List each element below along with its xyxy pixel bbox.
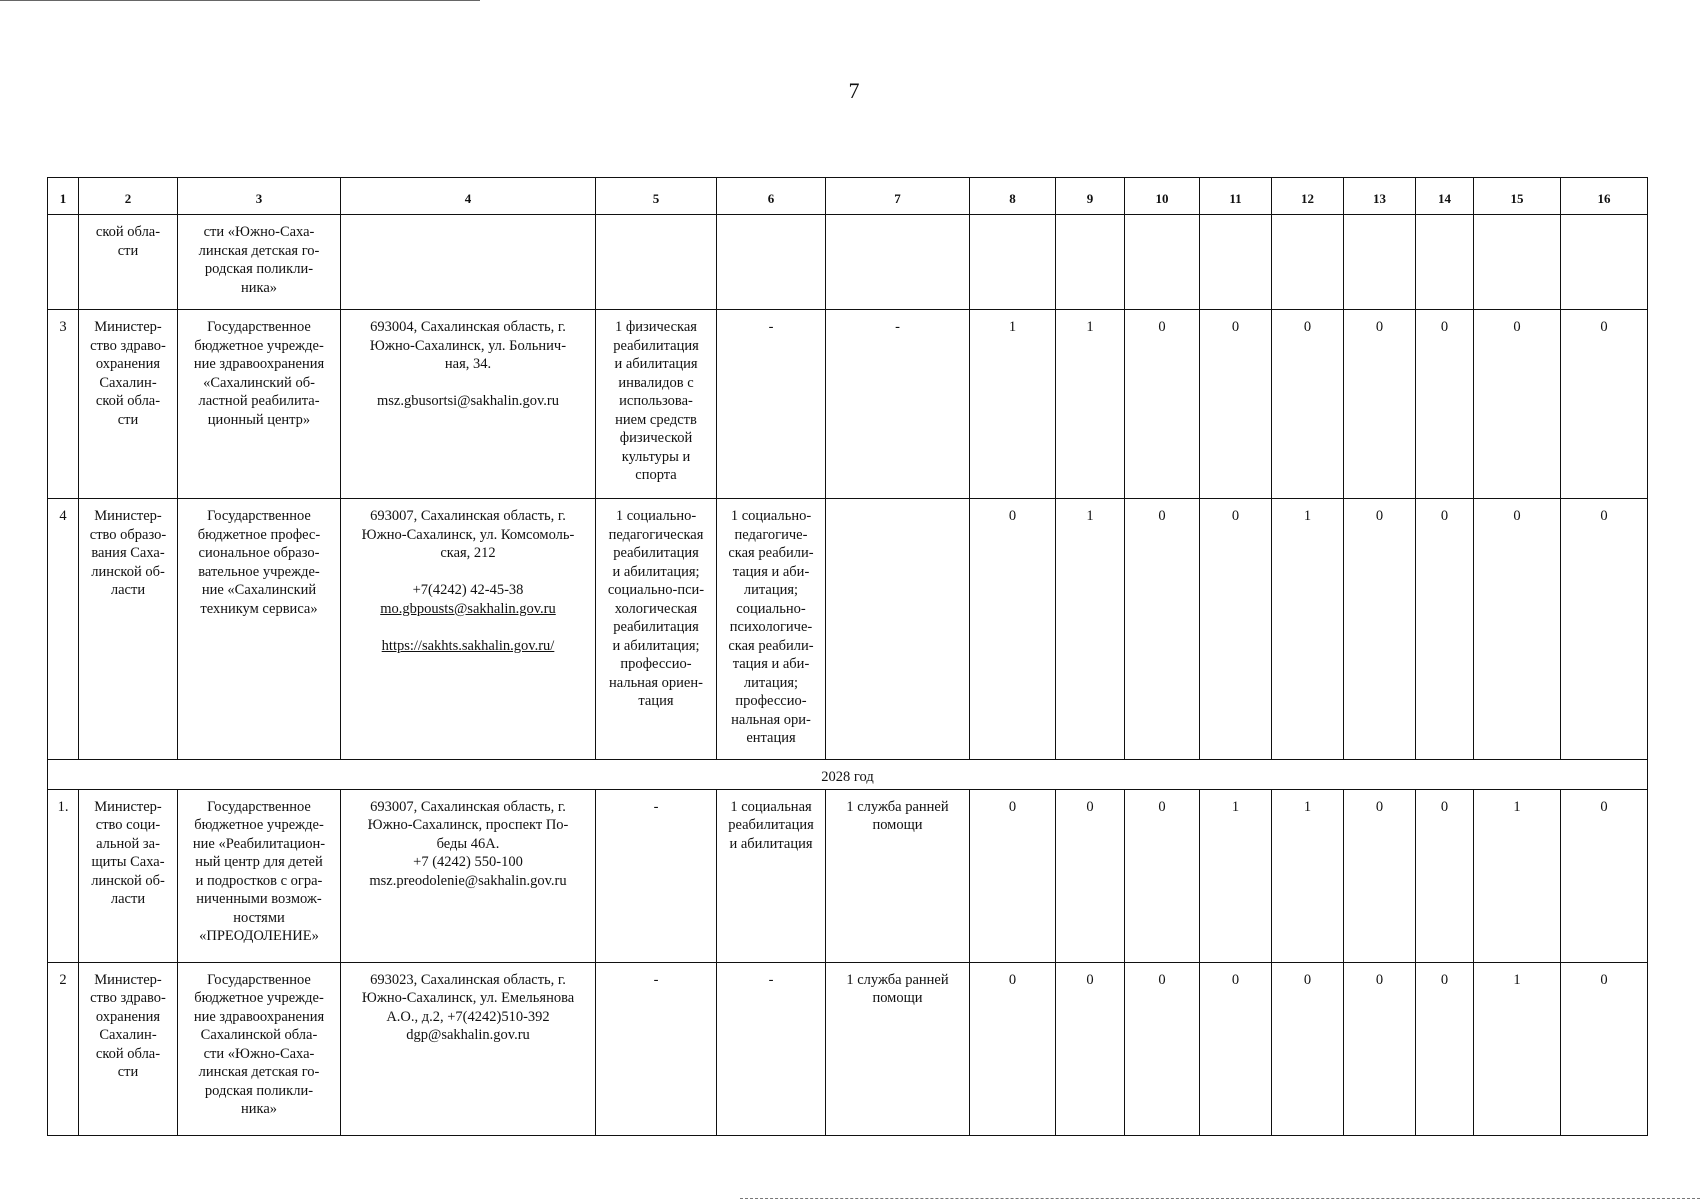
address-text: 693007, Сахалинская область, г. Южно-Сахалинск, ул. Комсомоль- ская, 212 +7(4242) 42-45-38 xyxy=(361,508,575,598)
num-cell: 1 xyxy=(1474,789,1561,962)
ministry-cell: Министер- ство здраво- охранения Сахалин- ской обла- сти xyxy=(79,310,178,499)
year-label: 2028 год xyxy=(48,760,1648,790)
top-edge-line xyxy=(0,0,480,1)
num-cell: 0 xyxy=(1125,962,1200,1135)
header-cell: 6 xyxy=(717,178,826,215)
num-cell: 0 xyxy=(1561,310,1648,499)
header-cell: 3 xyxy=(178,178,341,215)
num-cell: 1 xyxy=(1200,789,1272,962)
ministry-cell: ской обла- сти xyxy=(79,215,178,310)
service-cell: 1 служба ранней помощи xyxy=(826,962,970,1135)
year-section-row xyxy=(48,760,1648,790)
row-number: 3 xyxy=(48,310,79,499)
num-cell: 1 xyxy=(1272,499,1344,760)
header-cell: 16 xyxy=(1561,178,1648,215)
header-cell: 8 xyxy=(970,178,1056,215)
num-cell xyxy=(1272,215,1344,310)
num-cell: 0 xyxy=(1561,499,1648,760)
num-cell: 0 xyxy=(1561,962,1648,1135)
num-cell: 0 xyxy=(1416,962,1474,1135)
header-cell: 1 xyxy=(48,178,79,215)
service-cell: 1 социально- педагогическая реабилитация и абилитация; социально-пси- хологическая реабилитация и абилитация; профессио- нальная ориен- тация xyxy=(596,499,717,760)
page-number: 7 xyxy=(848,78,860,103)
table-row xyxy=(48,310,1648,499)
num-cell xyxy=(1056,215,1125,310)
data-table xyxy=(47,177,1648,1136)
num-cell: 1 xyxy=(1056,310,1125,499)
num-cell: 0 xyxy=(1416,310,1474,499)
num-cell xyxy=(1200,215,1272,310)
num-cell xyxy=(1416,215,1474,310)
num-cell: 0 xyxy=(1125,499,1200,760)
num-cell: 0 xyxy=(970,499,1056,760)
ministry-cell: Министер- ство образо- вания Саха- линской об- ласти xyxy=(79,499,178,760)
row-number xyxy=(48,215,79,310)
table-row xyxy=(48,499,1648,760)
num-cell: 0 xyxy=(1125,789,1200,962)
service-cell: 1 социальная реабилитация и абилитация xyxy=(717,789,826,962)
service-cell: - xyxy=(596,789,717,962)
service-cell xyxy=(826,499,970,760)
service-cell xyxy=(596,215,717,310)
num-cell: 0 xyxy=(1344,789,1416,962)
header-cell: 4 xyxy=(341,178,596,215)
header-cell: 5 xyxy=(596,178,717,215)
service-cell xyxy=(717,215,826,310)
table-row xyxy=(48,789,1648,962)
header-cell: 14 xyxy=(1416,178,1474,215)
institution-cell: сти «Южно-Саха- линская детская го- родская поликли- ника» xyxy=(178,215,341,310)
address-cell: 693004, Сахалинская область, г. Южно-Сахалинск, ул. Больнич- ная, 34. msz.gbusortsi@sakhalin.gov.ru xyxy=(341,310,596,499)
service-cell: - xyxy=(717,310,826,499)
num-cell: 0 xyxy=(1416,499,1474,760)
num-cell xyxy=(1344,215,1416,310)
num-cell: 0 xyxy=(1200,310,1272,499)
service-cell xyxy=(826,215,970,310)
row-number: 4 xyxy=(48,499,79,760)
ministry-cell: Министер- ство соци- альной за- щиты Саха- линской об- ласти xyxy=(79,789,178,962)
service-cell: - xyxy=(826,310,970,499)
address-cell xyxy=(341,215,596,310)
column-number-header-row xyxy=(48,178,1648,215)
num-cell: 0 xyxy=(1272,962,1344,1135)
num-cell: 0 xyxy=(1056,962,1125,1135)
num-cell: 0 xyxy=(1474,499,1561,760)
header-cell: 13 xyxy=(1344,178,1416,215)
email-link[interactable]: mo.gbpousts@sakhalin.gov.ru xyxy=(380,600,556,617)
institution-cell: Государственное бюджетное учрежде- ние здравоохранения «Сахалинский об- ластной реабилита- ционный центр» xyxy=(178,310,341,499)
header-cell: 9 xyxy=(1056,178,1125,215)
row-number: 1. xyxy=(48,789,79,962)
ministry-cell: Министер- ство здраво- охранения Сахалин- ской обла- сти xyxy=(79,962,178,1135)
header-cell: 11 xyxy=(1200,178,1272,215)
num-cell xyxy=(970,215,1056,310)
num-cell: 1 xyxy=(1474,962,1561,1135)
table-row xyxy=(48,962,1648,1135)
service-cell: - xyxy=(717,962,826,1135)
header-cell: 15 xyxy=(1474,178,1561,215)
header-cell: 10 xyxy=(1125,178,1200,215)
address-cell xyxy=(341,499,596,760)
address-cell: 693007, Сахалинская область, г. Южно-Сахалинск, проспект По- беды 46А. +7 (4242) 550-100 msz.preodolenie@sakhalin.gov.ru xyxy=(341,789,596,962)
num-cell xyxy=(1561,215,1648,310)
num-cell: 0 xyxy=(1474,310,1561,499)
website-link[interactable]: https://sakhts.sakhalin.gov.ru/ xyxy=(381,637,555,654)
num-cell: 0 xyxy=(1200,499,1272,760)
num-cell: 1 xyxy=(1272,789,1344,962)
institution-cell: Государственное бюджетное профес- сиональное образо- вательное учрежде- ние «Сахалинский техникум сервиса» xyxy=(178,499,341,760)
service-cell: 1 социально- педагогиче- ская реабили- тация и аби- литация; социально- психологиче- ская реабили- тация и аби- литация; профессио- нальная ори- ентация xyxy=(717,499,826,760)
num-cell: 0 xyxy=(1272,310,1344,499)
num-cell: 0 xyxy=(1344,962,1416,1135)
institution-cell: Государственное бюджетное учрежде- ние здравоохранения Сахалинской обла- сти «Южно-Саха- линская детская го- родская поликли- ника» xyxy=(178,962,341,1135)
num-cell xyxy=(1474,215,1561,310)
num-cell: 1 xyxy=(1056,499,1125,760)
table-row xyxy=(48,215,1648,310)
header-cell: 2 xyxy=(79,178,178,215)
num-cell: 0 xyxy=(970,789,1056,962)
address-cell: 693023, Сахалинская область, г. Южно-Сахалинск, ул. Емельянова А.О., д.2, +7(4242)510-392 dgp@sakhalin.gov.ru xyxy=(341,962,596,1135)
num-cell: 0 xyxy=(970,962,1056,1135)
row-number: 2 xyxy=(48,962,79,1135)
institution-cell: Государственное бюджетное учрежде- ние «Реабилитацион- ный центр для детей и подростков с огра- ниченными возмож- ностями «ПРЕОДОЛЕНИЕ» xyxy=(178,789,341,962)
num-cell: 0 xyxy=(1344,310,1416,499)
header-cell: 7 xyxy=(826,178,970,215)
service-cell: - xyxy=(596,962,717,1135)
num-cell: 1 xyxy=(970,310,1056,499)
num-cell: 0 xyxy=(1200,962,1272,1135)
num-cell: 0 xyxy=(1344,499,1416,760)
num-cell xyxy=(1125,215,1200,310)
service-cell: 1 физическая реабилитация и абилитация инвалидов с использова- нием средств физической культуры и спорта xyxy=(596,310,717,499)
num-cell: 0 xyxy=(1416,789,1474,962)
num-cell: 0 xyxy=(1561,789,1648,962)
service-cell: 1 служба ранней помощи xyxy=(826,789,970,962)
num-cell: 0 xyxy=(1125,310,1200,499)
header-cell: 12 xyxy=(1272,178,1344,215)
bottom-edge-line xyxy=(740,1198,1700,1199)
num-cell: 0 xyxy=(1056,789,1125,962)
